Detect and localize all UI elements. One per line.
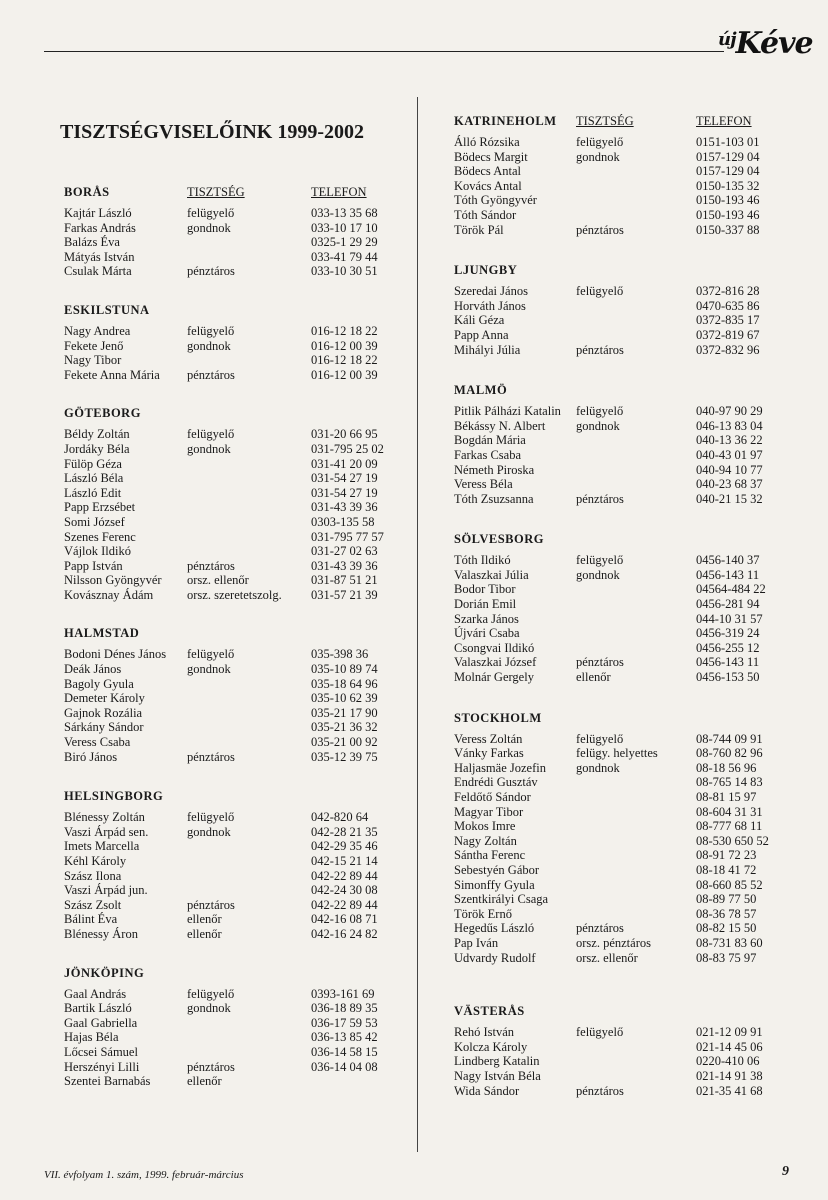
official-role: gondnok bbox=[187, 1001, 231, 1016]
official-name: Tóth Ildikó bbox=[454, 553, 511, 568]
official-name: László Béla bbox=[64, 471, 124, 486]
official-name: Nagy Tibor bbox=[64, 353, 122, 368]
official-name: Bodor Tibor bbox=[454, 582, 516, 597]
official-phone: 042-16 24 82 bbox=[311, 926, 378, 941]
official-phone: 08-36 78 57 bbox=[696, 906, 757, 921]
official-role: felügyelő bbox=[187, 323, 235, 338]
official-name: Jordáky Béla bbox=[64, 441, 130, 456]
official-phone: 035-21 00 92 bbox=[311, 735, 378, 750]
section-title: BORÅS bbox=[64, 185, 110, 199]
official-role: felügyelő bbox=[187, 427, 235, 442]
official-name: Somi József bbox=[64, 514, 125, 529]
official-role: ellenőr bbox=[187, 912, 222, 927]
official-phone: 08-82 15 50 bbox=[696, 921, 757, 936]
official-phone: 0303-135 58 bbox=[311, 514, 375, 529]
official-phone: 0456-143 11 bbox=[696, 567, 760, 582]
official-phone: 08-604 31 31 bbox=[696, 804, 763, 819]
official-phone: 021-35 41 68 bbox=[696, 1083, 763, 1098]
official-name: Mokos Imre bbox=[454, 819, 516, 834]
official-phone: 040-94 10 77 bbox=[696, 462, 763, 477]
official-phone: 042-24 30 08 bbox=[311, 883, 378, 898]
page-title: TISZTSÉGVISELŐINK 1999-2002 bbox=[60, 121, 364, 143]
official-phone: 0456-319 24 bbox=[696, 626, 760, 641]
section-title: HELSINGBORG bbox=[64, 789, 164, 804]
official-role: pénztáros bbox=[187, 367, 235, 382]
official-phone: 031-43 39 36 bbox=[311, 558, 378, 573]
official-phone: 036-17 59 53 bbox=[311, 1015, 378, 1030]
official-name: Nagy Andrea bbox=[64, 323, 131, 338]
official-role: gondnok bbox=[576, 149, 620, 164]
official-name: Török Ernő bbox=[454, 906, 512, 921]
official-role: pénztáros bbox=[576, 222, 624, 237]
section-title: LJUNGBY bbox=[454, 263, 518, 278]
official-name: Kajtár László bbox=[64, 206, 132, 220]
official-phone: 040-43 01 97 bbox=[696, 447, 763, 462]
official-role: orsz. ellenőr bbox=[187, 573, 249, 588]
official-name: Hegedűs László bbox=[454, 921, 535, 936]
official-name: Lindberg Katalin bbox=[454, 1054, 540, 1069]
official-phone: 08-89 77 50 bbox=[696, 892, 757, 907]
official-name: Endrédi Gusztáv bbox=[454, 775, 538, 790]
column-divider bbox=[417, 97, 418, 1152]
official-phone: 021-12 09 91 bbox=[696, 1025, 763, 1040]
official-role: felügyelő bbox=[187, 986, 235, 1001]
official-name: Kovács Antal bbox=[454, 178, 522, 193]
official-role: pénztáros bbox=[576, 491, 624, 506]
official-name: Molnár Gergely bbox=[454, 670, 534, 685]
official-name: Herszényi Lilli bbox=[64, 1059, 140, 1074]
official-phone: 035-18 64 96 bbox=[311, 676, 378, 691]
section-title: GÖTEBORG bbox=[64, 406, 141, 421]
official-phone: 04564-484 22 bbox=[696, 582, 766, 597]
official-name: Tóth Zsuzsanna bbox=[454, 491, 534, 506]
official-phone: 08-91 72 23 bbox=[696, 848, 757, 863]
official-name: Németh Piroska bbox=[454, 462, 535, 477]
official-role: ellenőr bbox=[187, 926, 222, 941]
official-name: Lőcsei Sámuel bbox=[64, 1044, 138, 1059]
official-name: Blénessy Zoltán bbox=[64, 810, 145, 825]
official-phone: 035-21 36 32 bbox=[311, 720, 378, 735]
official-phone: 021-14 45 06 bbox=[696, 1039, 763, 1054]
official-name: Imets Marcella bbox=[64, 839, 140, 854]
official-name: Blénessy Áron bbox=[64, 926, 138, 941]
official-phone: 040-13 36 22 bbox=[696, 433, 763, 448]
official-name: Káli Géza bbox=[454, 313, 505, 328]
official-role: pénztáros bbox=[187, 897, 235, 912]
official-phone: 08-731 83 60 bbox=[696, 935, 763, 950]
official-phone: 046-13 83 04 bbox=[696, 418, 763, 433]
official-phone: 08-660 85 52 bbox=[696, 877, 763, 892]
official-role: gondnok bbox=[576, 418, 620, 433]
official-phone: 08-83 75 97 bbox=[696, 950, 757, 965]
official-name: Dorián Emil bbox=[454, 597, 517, 612]
official-phone: 031-795 25 02 bbox=[311, 441, 384, 456]
official-name: Valaszkai Júlia bbox=[454, 567, 529, 582]
official-name: Békássy N. Albert bbox=[454, 418, 546, 433]
official-phone: 08-777 68 11 bbox=[696, 819, 763, 834]
official-name: Szeredai János bbox=[454, 284, 528, 299]
official-name: Vaszi Árpád jun. bbox=[64, 883, 148, 898]
official-phone: 0456-255 12 bbox=[696, 640, 760, 655]
official-phone: 031-54 27 19 bbox=[311, 471, 378, 486]
official-phone: 0157-129 04 bbox=[696, 149, 760, 164]
official-role: pénztáros bbox=[576, 655, 624, 670]
official-role: pénztáros bbox=[187, 749, 235, 764]
section-title: HALMSTAD bbox=[64, 626, 140, 641]
official-name: Nagy Zoltán bbox=[454, 833, 517, 848]
official-phone: 031-57 21 39 bbox=[311, 587, 378, 602]
official-role: gondnok bbox=[576, 567, 620, 582]
official-role: pénztáros bbox=[187, 1059, 235, 1074]
official-name: Tóth Gyöngyvér bbox=[454, 193, 537, 208]
official-phone: 08-760 82 96 bbox=[696, 746, 763, 761]
official-name: Fekete Jenő bbox=[64, 338, 124, 353]
official-phone: 016-12 00 39 bbox=[311, 338, 378, 353]
official-phone: 0372-832 96 bbox=[696, 342, 760, 357]
official-name: Sárkány Sándor bbox=[64, 720, 144, 735]
official-phone: 035-10 62 39 bbox=[311, 691, 378, 706]
official-name: Veress Béla bbox=[454, 477, 513, 492]
official-role: felügyelő bbox=[187, 810, 235, 825]
official-phone: 031-41 20 09 bbox=[311, 456, 378, 471]
official-phone: 0456-281 94 bbox=[696, 597, 760, 612]
section-title: STOCKHOLM bbox=[454, 710, 542, 725]
official-name: Magyar Tibor bbox=[454, 804, 524, 819]
official-phone: 040-97 90 29 bbox=[696, 404, 763, 419]
official-name: Fekete Anna Mária bbox=[64, 367, 160, 382]
column-header-phone: TELEFON bbox=[696, 114, 752, 128]
official-name: Sebestyén Gábor bbox=[454, 862, 540, 877]
magazine-logo bbox=[718, 24, 813, 64]
official-name: Vaszi Árpád sen. bbox=[64, 824, 149, 839]
official-phone: 016-12 00 39 bbox=[311, 367, 378, 382]
official-phone: 033-10 17 10 bbox=[311, 220, 378, 235]
official-phone: 0150-135 32 bbox=[696, 178, 760, 193]
column-header-phone: TELEFON bbox=[311, 185, 367, 199]
official-name: Demeter Károly bbox=[64, 691, 145, 706]
official-phone: 0150-193 46 bbox=[696, 207, 760, 222]
official-phone: 042-22 89 44 bbox=[311, 868, 378, 883]
official-role: felügyelő bbox=[576, 553, 624, 568]
official-phone: 0372-819 67 bbox=[696, 327, 760, 342]
official-phone: 031-795 77 57 bbox=[311, 529, 384, 544]
official-phone: 0220-410 06 bbox=[696, 1054, 760, 1069]
official-phone: 036-18 89 35 bbox=[311, 1001, 378, 1016]
official-name: Veress Csaba bbox=[64, 735, 131, 750]
official-name: Udvardy Rudolf bbox=[454, 950, 536, 965]
section-title: KATRINEHOLM bbox=[454, 114, 557, 128]
section-title: VÄSTERÅS bbox=[454, 1004, 525, 1019]
official-name: Sántha Ferenc bbox=[454, 848, 526, 863]
column-header-role: TISZTSÉG bbox=[576, 114, 634, 128]
official-phone: 042-29 35 46 bbox=[311, 839, 378, 854]
official-phone: 0157-129 04 bbox=[696, 164, 760, 179]
official-name: Nagy István Béla bbox=[454, 1068, 541, 1083]
logo-main: Kéve bbox=[735, 26, 813, 61]
official-phone: 044-10 31 57 bbox=[696, 611, 763, 626]
official-name: Gaal Gabriella bbox=[64, 1015, 138, 1030]
official-phone: 035-21 17 90 bbox=[311, 705, 378, 720]
official-role: gondnok bbox=[576, 760, 620, 775]
official-role: orsz. szeretetszolg. bbox=[187, 587, 282, 602]
official-role: felügyelő bbox=[576, 135, 624, 149]
official-phone: 0456-140 37 bbox=[696, 553, 760, 568]
logo-prefix: új bbox=[718, 29, 736, 50]
official-phone: 035-398 36 bbox=[311, 647, 369, 662]
official-phone: 031-87 51 21 bbox=[311, 573, 378, 588]
official-role: gondnok bbox=[187, 662, 231, 677]
official-phone: 0456-153 50 bbox=[696, 670, 760, 685]
official-role: gondnok bbox=[187, 824, 231, 839]
section-title: MALMÖ bbox=[454, 383, 508, 398]
official-phone: 033-41 79 44 bbox=[311, 249, 378, 264]
official-phone: 08-81 15 97 bbox=[696, 790, 757, 804]
official-phone: 042-16 08 71 bbox=[311, 912, 378, 927]
official-phone: 08-18 41 72 bbox=[696, 862, 757, 877]
official-role: felügyelő bbox=[187, 647, 235, 662]
official-phone: 08-18 56 96 bbox=[696, 760, 757, 775]
official-phone: 042-820 64 bbox=[311, 810, 369, 825]
official-name: Papp István bbox=[64, 558, 123, 573]
official-phone: 08-744 09 91 bbox=[696, 731, 763, 746]
official-phone: 031-43 39 36 bbox=[311, 500, 378, 515]
page-number: 9 bbox=[782, 1164, 789, 1179]
section-title: JÖNKÖPING bbox=[64, 965, 145, 980]
official-phone: 0393-161 69 bbox=[311, 986, 375, 1001]
official-name: Pap Iván bbox=[454, 935, 499, 950]
official-name: Szenes Ferenc bbox=[64, 529, 136, 544]
official-name: Wida Sándor bbox=[454, 1083, 520, 1098]
official-name: Török Pál bbox=[454, 222, 504, 237]
official-phone: 031-54 27 19 bbox=[311, 485, 378, 500]
official-phone: 033-10 30 51 bbox=[311, 264, 378, 279]
official-name: Bálint Éva bbox=[64, 912, 118, 927]
official-name: László Edit bbox=[64, 485, 122, 500]
official-phone: 0372-835 17 bbox=[696, 313, 760, 328]
official-role: felügyelő bbox=[187, 206, 235, 220]
official-role: pénztáros bbox=[187, 264, 235, 279]
official-name: Gajnok Rozália bbox=[64, 705, 143, 720]
official-name: Vánky Farkas bbox=[454, 746, 524, 761]
official-name: Bödecs Margit bbox=[454, 149, 528, 164]
official-phone: 016-12 18 22 bbox=[311, 323, 378, 338]
official-name: Mihályi Júlia bbox=[454, 342, 521, 357]
official-name: Simonffy Gyula bbox=[454, 877, 535, 892]
official-phone: 035-12 39 75 bbox=[311, 749, 378, 764]
official-name: Vájlok Ildikó bbox=[64, 544, 132, 559]
official-phone: 042-28 21 35 bbox=[311, 824, 378, 839]
official-name: Deák János bbox=[64, 662, 122, 677]
official-role: felügyelő bbox=[576, 731, 624, 746]
official-phone: 0372-816 28 bbox=[696, 284, 760, 299]
section-title: ESKILSTUNA bbox=[64, 302, 150, 317]
official-phone: 0150-193 46 bbox=[696, 193, 760, 208]
official-phone: 031-27 02 63 bbox=[311, 544, 378, 559]
official-role: gondnok bbox=[187, 441, 231, 456]
official-role: orsz. pénztáros bbox=[576, 935, 651, 950]
official-role: felügyelő bbox=[576, 1025, 624, 1040]
official-name: Pitlik Pálházi Katalin bbox=[454, 404, 561, 419]
official-name: Mátyás István bbox=[64, 249, 135, 264]
official-name: Farkas András bbox=[64, 220, 136, 235]
official-name: Szentkirályi Csaga bbox=[454, 892, 549, 907]
header-rule bbox=[44, 51, 724, 52]
official-role: felügyelő bbox=[576, 404, 624, 419]
official-phone: 016-12 18 22 bbox=[311, 353, 378, 368]
official-phone: 042-22 89 44 bbox=[311, 897, 378, 912]
official-name: Szász Ilona bbox=[64, 868, 122, 883]
official-name: Bagoly Gyula bbox=[64, 676, 134, 691]
official-role: gondnok bbox=[187, 338, 231, 353]
official-name: Nilsson Gyöngyvér bbox=[64, 573, 162, 588]
official-name: Gaal András bbox=[64, 986, 127, 1001]
official-name: Papp Anna bbox=[454, 327, 509, 342]
official-phone: 0325-1 29 29 bbox=[311, 235, 378, 250]
official-phone: 0151-103 01 bbox=[696, 135, 760, 149]
official-name: Álló Rózsika bbox=[454, 135, 520, 149]
official-phone: 036-13 85 42 bbox=[311, 1030, 378, 1045]
section-title: SÖLVESBORG bbox=[454, 532, 544, 547]
official-name: Kolcza Károly bbox=[454, 1039, 528, 1054]
official-name: Rehó István bbox=[454, 1025, 515, 1040]
official-role: pénztáros bbox=[576, 342, 624, 357]
official-name: Bödecs Antal bbox=[454, 164, 522, 179]
official-phone: 08-765 14 83 bbox=[696, 775, 763, 790]
issue-info: VII. évfolyam 1. szám, 1999. február-március bbox=[44, 1169, 244, 1181]
official-phone: 0470-635 86 bbox=[696, 298, 760, 313]
official-name: Feldőtő Sándor bbox=[454, 790, 531, 804]
official-phone: 042-15 21 14 bbox=[311, 854, 378, 868]
official-role: ellenőr bbox=[576, 670, 611, 685]
official-name: Hajas Béla bbox=[64, 1030, 119, 1045]
official-name: Biró János bbox=[64, 749, 118, 764]
official-role: gondnok bbox=[187, 220, 231, 235]
official-phone: 031-20 66 95 bbox=[311, 427, 378, 442]
official-phone: 036-14 58 15 bbox=[311, 1044, 378, 1059]
official-phone: 0456-143 11 bbox=[696, 655, 760, 670]
official-name: Haljasmäe Jozefin bbox=[454, 760, 546, 775]
official-phone: 08-530 650 52 bbox=[696, 833, 769, 848]
official-phone: 040-23 68 37 bbox=[696, 477, 763, 492]
official-role: orsz. ellenőr bbox=[576, 950, 638, 965]
official-name: Veress Zoltán bbox=[454, 731, 523, 746]
official-role: ellenőr bbox=[187, 1074, 222, 1089]
official-phone: 040-21 15 32 bbox=[696, 491, 763, 506]
official-name: Kovásznay Ádám bbox=[64, 587, 154, 602]
official-name: Fülöp Géza bbox=[64, 456, 122, 471]
official-name: Tóth Sándor bbox=[454, 207, 517, 222]
official-phone: 033-13 35 68 bbox=[311, 206, 378, 220]
official-phone: 0150-337 88 bbox=[696, 222, 760, 237]
official-phone: 021-14 91 38 bbox=[696, 1068, 763, 1083]
official-phone: 036-14 04 08 bbox=[311, 1059, 378, 1074]
official-name: Bogdán Mária bbox=[454, 433, 526, 448]
official-name: Horváth János bbox=[454, 298, 526, 313]
official-name: Béldy Zoltán bbox=[64, 427, 130, 442]
official-name: Bodoni Dénes János bbox=[64, 647, 167, 662]
official-name: Újvári Csaba bbox=[454, 626, 520, 641]
official-phone: 035-10 89 74 bbox=[311, 662, 378, 677]
official-role: pénztáros bbox=[576, 921, 624, 936]
official-role: pénztáros bbox=[576, 1083, 624, 1098]
official-name: Szentei Barnabás bbox=[64, 1074, 151, 1089]
official-name: Farkas Csaba bbox=[454, 447, 521, 462]
official-role: felügyelő bbox=[576, 284, 624, 299]
official-name: Szász Zsolt bbox=[64, 897, 122, 912]
official-name: Bartik László bbox=[64, 1001, 132, 1016]
column-header-role: TISZTSÉG bbox=[187, 185, 245, 199]
official-name: Csongvai Ildikó bbox=[454, 640, 535, 655]
official-name: Balázs Éva bbox=[64, 235, 120, 250]
official-name: Csulak Márta bbox=[64, 264, 132, 279]
official-role: pénztáros bbox=[187, 558, 235, 573]
official-name: Papp Erzsébet bbox=[64, 500, 136, 515]
official-name: Valaszkai József bbox=[454, 655, 537, 670]
official-name: Kéhl Károly bbox=[64, 854, 127, 868]
official-name: Szarka János bbox=[454, 611, 519, 626]
official-role: felügy. helyettes bbox=[576, 746, 658, 761]
